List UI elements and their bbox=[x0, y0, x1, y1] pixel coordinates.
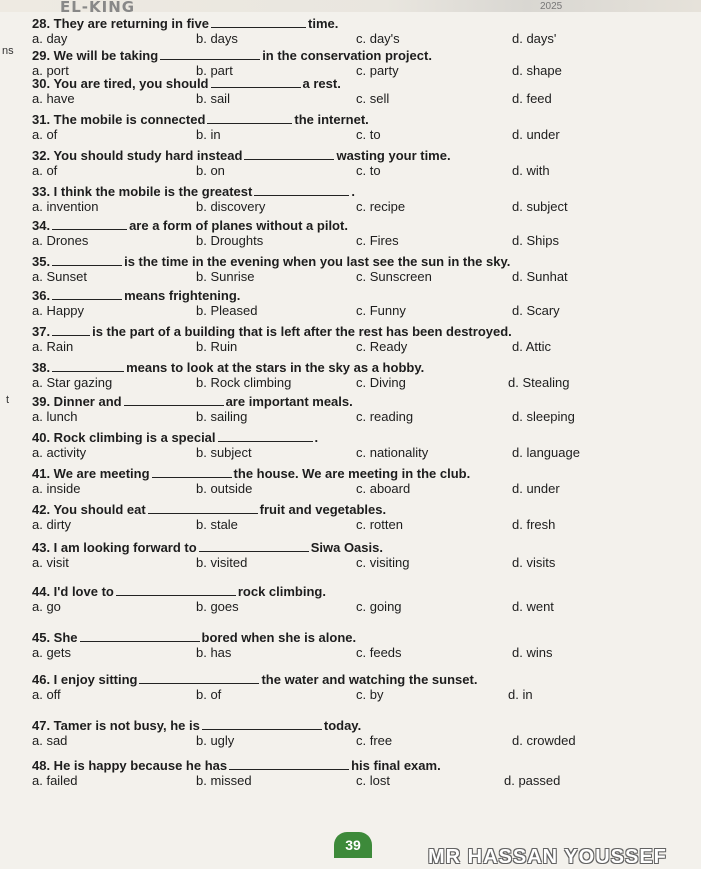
answer-option[interactable]: b. of bbox=[196, 687, 222, 702]
answer-option[interactable]: d. fresh bbox=[512, 517, 556, 532]
answer-option[interactable]: b. Ruin bbox=[196, 339, 238, 354]
answer-option[interactable]: c. recipe bbox=[356, 199, 406, 214]
answer-blank[interactable] bbox=[244, 148, 334, 160]
answer-option[interactable]: a. sad bbox=[32, 733, 68, 748]
answer-blank[interactable] bbox=[80, 630, 200, 642]
answer-option[interactable]: b. part bbox=[196, 63, 233, 78]
answer-option[interactable]: b. sailing bbox=[196, 409, 248, 424]
answer-option[interactable]: b. Pleased bbox=[196, 303, 258, 318]
question-text-continued: Siwa Oasis. bbox=[310, 540, 383, 555]
answer-option[interactable]: c. Fires bbox=[356, 233, 399, 248]
answer-option[interactable]: b. Droughts bbox=[196, 233, 264, 248]
question-text: 41. We are meeting bbox=[32, 466, 150, 481]
question-text: 28. They are returning in five bbox=[32, 16, 209, 31]
question-text-continued: the internet. bbox=[294, 112, 369, 127]
answer-option[interactable]: d. Attic bbox=[512, 339, 552, 354]
answer-option[interactable]: a. go bbox=[32, 599, 61, 614]
question-text: 35. bbox=[32, 254, 51, 269]
question-text: 42. You should eat bbox=[32, 502, 146, 517]
question-text-continued: rock climbing. bbox=[237, 584, 326, 599]
margin-mark: ns bbox=[2, 45, 14, 57]
question-text-continued: . bbox=[351, 184, 355, 199]
answer-option[interactable]: b. Rock climbing bbox=[196, 375, 292, 390]
answer-option[interactable]: d. visits bbox=[512, 555, 556, 570]
answer-option[interactable]: a. Happy bbox=[32, 303, 85, 318]
answer-option[interactable]: a. invention bbox=[32, 199, 99, 214]
answer-option[interactable]: d. subject bbox=[512, 199, 568, 214]
answer-blank[interactable] bbox=[52, 288, 122, 300]
answer-option[interactable]: a. of bbox=[32, 127, 58, 142]
brand-logo: EL-KING bbox=[60, 0, 136, 16]
answer-option[interactable]: d. wins bbox=[512, 645, 553, 660]
question-text-continued: are a form of planes without a pilot. bbox=[129, 218, 348, 233]
answer-option[interactable]: d. crowded bbox=[512, 733, 576, 748]
answer-option[interactable]: d. Sunhat bbox=[512, 269, 568, 284]
answer-option[interactable]: c. Sunscreen bbox=[356, 269, 432, 284]
question-text-continued: is the time in the evening when you last see the sun in the sky. bbox=[124, 254, 511, 269]
question-text-continued: time. bbox=[308, 16, 339, 31]
question-text-continued: . bbox=[314, 430, 319, 445]
answer-blank[interactable] bbox=[52, 324, 90, 336]
answer-option[interactable]: c. sell bbox=[356, 91, 390, 106]
answer-option[interactable]: d. in bbox=[508, 687, 533, 702]
answer-blank[interactable] bbox=[211, 16, 306, 28]
question-text-continued: wasting your time. bbox=[336, 148, 451, 163]
answer-option[interactable]: c. lost bbox=[356, 773, 390, 788]
answer-option[interactable]: b. visited bbox=[196, 555, 248, 570]
answer-option[interactable]: b. subject bbox=[196, 445, 252, 460]
answer-option[interactable]: b. discovery bbox=[196, 199, 266, 214]
question-text: 30. You are tired, you should bbox=[32, 76, 209, 91]
answer-option[interactable]: d. feed bbox=[512, 91, 552, 106]
answer-option[interactable]: c. to bbox=[356, 163, 381, 178]
answer-blank[interactable] bbox=[124, 394, 224, 406]
question-text-continued: in the conservation project. bbox=[262, 48, 432, 63]
answer-option[interactable]: a. off bbox=[32, 687, 61, 702]
answer-option[interactable]: d. language bbox=[512, 445, 580, 460]
answer-option[interactable]: b. missed bbox=[196, 773, 252, 788]
question-text: 40. Rock climbing is a special bbox=[32, 430, 216, 445]
answer-blank[interactable] bbox=[202, 718, 322, 730]
answer-option[interactable]: c. feeds bbox=[356, 645, 402, 660]
question-text: 31. The mobile is connected bbox=[32, 112, 206, 127]
answer-option[interactable]: c. to bbox=[356, 127, 381, 142]
answer-option[interactable]: a. Sunset bbox=[32, 269, 87, 284]
answer-blank[interactable] bbox=[207, 112, 292, 124]
answer-option[interactable]: c. day's bbox=[356, 31, 400, 46]
answer-blank[interactable] bbox=[152, 466, 232, 478]
answer-option[interactable]: a. failed bbox=[32, 773, 78, 788]
question-text: 47. Tamer is not busy, he is bbox=[32, 718, 200, 733]
answer-option[interactable]: d. days' bbox=[512, 31, 557, 46]
answer-option[interactable]: a. lunch bbox=[32, 409, 78, 424]
answer-blank[interactable] bbox=[160, 48, 260, 60]
answer-option[interactable]: b. has bbox=[196, 645, 232, 660]
question-text: 39. Dinner and bbox=[32, 394, 122, 409]
year-label: 2025 bbox=[540, 1, 563, 12]
answer-blank[interactable] bbox=[52, 254, 122, 266]
page-number: 39 bbox=[334, 832, 372, 858]
answer-option[interactable]: c. by bbox=[356, 687, 384, 702]
answer-option[interactable]: a. gets bbox=[32, 645, 72, 660]
answer-option[interactable]: d. under bbox=[512, 481, 560, 496]
question-text: 32. You should study hard instead bbox=[32, 148, 243, 163]
answer-blank[interactable] bbox=[116, 584, 236, 596]
question-text: 33. I think the mobile is the greatest bbox=[32, 184, 253, 199]
question-text-continued: is the part of a building that is left after the rest has been destroyed. bbox=[92, 324, 512, 339]
answer-option[interactable]: a. of bbox=[32, 163, 58, 178]
question-text-continued: a rest. bbox=[302, 76, 341, 91]
answer-option[interactable]: d. sleeping bbox=[512, 409, 575, 424]
answer-option[interactable]: c. visiting bbox=[356, 555, 410, 570]
answer-option[interactable]: a. Drones bbox=[32, 233, 89, 248]
answer-option[interactable]: d. with bbox=[512, 163, 550, 178]
answer-blank[interactable] bbox=[148, 502, 258, 514]
answer-option[interactable]: c. Funny bbox=[356, 303, 406, 318]
answer-option[interactable]: c. rotten bbox=[356, 517, 403, 532]
answer-option[interactable]: b. goes bbox=[196, 599, 239, 614]
answer-option[interactable]: a. visit bbox=[32, 555, 69, 570]
question-text: 37. bbox=[32, 324, 51, 339]
answer-option[interactable]: b. ugly bbox=[196, 733, 235, 748]
answer-option[interactable]: c. going bbox=[356, 599, 402, 614]
answer-blank[interactable] bbox=[139, 672, 259, 684]
question-text-continued: the house. We are meeting in the club. bbox=[233, 466, 471, 481]
question-text: 36. bbox=[32, 288, 51, 303]
answer-option[interactable]: d. Ships bbox=[512, 233, 559, 248]
answer-option[interactable]: c. Ready bbox=[356, 339, 408, 354]
answer-option[interactable]: b. sail bbox=[196, 91, 230, 106]
answer-option[interactable]: d. Scary bbox=[512, 303, 560, 318]
answer-blank[interactable] bbox=[199, 540, 309, 552]
answer-blank[interactable] bbox=[52, 360, 124, 372]
answer-option[interactable]: a. Rain bbox=[32, 339, 74, 354]
answer-option[interactable]: d. under bbox=[512, 127, 560, 142]
answer-option[interactable]: c. aboard bbox=[356, 481, 411, 496]
answer-option[interactable]: a. activity bbox=[32, 445, 87, 460]
question-text-continued: the water and watching the sunset. bbox=[261, 672, 478, 687]
answer-option[interactable]: d. shape bbox=[512, 63, 562, 78]
answer-option[interactable]: b. in bbox=[196, 127, 221, 142]
answer-blank[interactable] bbox=[229, 758, 349, 770]
question-text: 34. bbox=[32, 218, 51, 233]
answer-option[interactable]: d. went bbox=[512, 599, 554, 614]
answer-blank[interactable] bbox=[52, 218, 127, 230]
answer-blank[interactable] bbox=[218, 430, 313, 442]
answer-option[interactable]: c. party bbox=[356, 63, 399, 78]
question-text: 29. We will be taking bbox=[32, 48, 159, 63]
answer-option[interactable]: a. inside bbox=[32, 481, 81, 496]
question-text-continued: means to look at the stars in the sky as a hobby. bbox=[126, 360, 425, 375]
answer-option[interactable]: a. port bbox=[32, 63, 69, 78]
question-text: 46. I enjoy sitting bbox=[32, 672, 138, 687]
answer-option[interactable]: d. passed bbox=[504, 773, 561, 788]
answer-option[interactable]: c. reading bbox=[356, 409, 414, 424]
answer-option[interactable]: c. nationality bbox=[356, 445, 429, 460]
answer-option[interactable]: b. on bbox=[196, 163, 225, 178]
answer-option[interactable]: a. dirty bbox=[32, 517, 72, 532]
question-text-continued: means frightening. bbox=[124, 288, 241, 303]
question-text: 48. He is happy because he has bbox=[32, 758, 228, 773]
question-text-continued: bored when she is alone. bbox=[201, 630, 357, 645]
question-text-continued: his final exam. bbox=[351, 758, 441, 773]
question-text: 44. I'd love to bbox=[32, 584, 114, 599]
author-name: MR HASSAN YOUSSEF bbox=[428, 846, 667, 868]
question-text-continued: are important meals. bbox=[225, 394, 353, 409]
answer-blank[interactable] bbox=[211, 76, 301, 88]
answer-option[interactable]: a. day bbox=[32, 31, 68, 46]
margin-mark: t bbox=[6, 394, 10, 406]
answer-blank[interactable] bbox=[254, 184, 349, 196]
answer-option[interactable]: a. Star gazing bbox=[32, 375, 113, 390]
answer-option[interactable]: c. Diving bbox=[356, 375, 406, 390]
answer-option[interactable]: a. have bbox=[32, 91, 75, 106]
answer-option[interactable]: b. days bbox=[196, 31, 238, 46]
answer-option[interactable]: b. stale bbox=[196, 517, 238, 532]
answer-option[interactable]: d. Stealing bbox=[508, 375, 570, 390]
question-text: 45. She bbox=[32, 630, 78, 645]
question-text: 43. I am looking forward to bbox=[32, 540, 197, 555]
answer-option[interactable]: c. free bbox=[356, 733, 393, 748]
question-text-continued: today. bbox=[323, 718, 362, 733]
question-text: 38. bbox=[32, 360, 51, 375]
answer-option[interactable]: b. Sunrise bbox=[196, 269, 255, 284]
answer-option[interactable]: b. outside bbox=[196, 481, 253, 496]
question-text-continued: fruit and vegetables. bbox=[259, 502, 387, 517]
